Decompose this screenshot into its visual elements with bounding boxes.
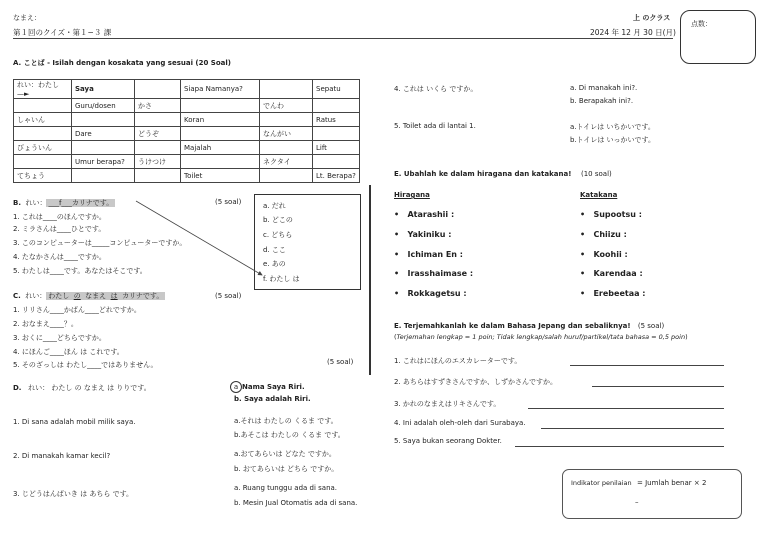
table-cell: Koran [181, 113, 260, 127]
section-b-label: B. [13, 199, 21, 207]
section-a-title: A. ことば - Isilah dengan kosakata yang sesuai (20 Soal) [13, 59, 231, 67]
example-particle: は [110, 292, 118, 300]
table-cell: なんがい [260, 127, 313, 141]
fill-question[interactable]: 1. リリさん____かばん____どれですか。 [13, 306, 141, 314]
fill-question[interactable]: 4. にほんご____ほん は これです。 [13, 348, 124, 356]
option-b[interactable]: b. Mesin Jual Otomatis ada di sana. [234, 499, 358, 507]
table-cell: Sepatu [313, 80, 360, 99]
table-cell: うけつけ [135, 155, 181, 169]
list-item[interactable]: • Rokkagetsu : [394, 289, 467, 298]
example-highlight: ___f___カリナです。 [48, 199, 114, 207]
table-cell: Umur berapa? [72, 155, 135, 169]
katakana-prompt: Erebeetaa : [593, 289, 646, 298]
fill-question[interactable]: 4. たなかさんは____ですか。 [13, 253, 106, 261]
list-item[interactable]: • Irasshaimase : [394, 269, 474, 278]
table-cell: しゃいん [14, 113, 72, 127]
choice-option: c. どちら [263, 231, 293, 239]
example-word: れい：わたし [17, 81, 59, 89]
table-cell: Lt. Berapa? [313, 169, 360, 183]
hiragana-prompt: Rokkagetsu : [407, 289, 467, 298]
example-particle: の [73, 292, 81, 300]
list-item[interactable]: • Koohii : [580, 250, 628, 259]
table-cell: Ratus [313, 113, 360, 127]
translate-prompt: 4. Ini adalah oleh-oleh dari Surabaya. [394, 419, 526, 427]
example-answer-b: b. Saya adalah Riri. [234, 395, 311, 403]
indicator-formula: = Jumlah benar × 2 [637, 479, 707, 487]
choice-option: d. ここ [263, 246, 286, 254]
quiz-date: 2024 年 12 月 30 日(月) [590, 28, 676, 37]
indicator-dash: – [635, 498, 639, 506]
name-label: なまえ： [13, 14, 41, 22]
table-cell: Guru/dosen [72, 99, 135, 113]
section-translate-count: (5 soal) [637, 322, 665, 330]
option-b[interactable]: b.トイレは いっかいです。 [570, 136, 655, 144]
section-d-label: D. [13, 384, 22, 392]
list-item[interactable]: • Ichiman En : [394, 250, 463, 259]
option-a[interactable]: a.トイレは いちかいです。 [570, 123, 655, 131]
option-b[interactable]: b. おてあらいは どちら ですか。 [234, 465, 339, 473]
table-cell: Dare [72, 127, 135, 141]
section-c-example [13, 291, 165, 301]
example-word: なまえ [85, 292, 107, 300]
question-d3: 3. じどうはんばいき は あちら です。 [13, 490, 134, 498]
table-cell: でんわ [260, 99, 313, 113]
fill-question[interactable]: 1. これは____のほんですか。 [13, 213, 106, 221]
table-cell: ネクタイ [260, 155, 313, 169]
option-a[interactable]: a.それは わたしの くるま です。 [234, 417, 338, 425]
option-a[interactable]: a. Ruang tunggu ada di sana. [234, 484, 338, 492]
example-answer-a [230, 381, 305, 393]
fill-question[interactable]: 3. おくに____どちらですか。 [13, 334, 106, 342]
hiragana-prompt: Atarashii : [407, 210, 455, 219]
table-cell: どうぞ [135, 127, 181, 141]
translate-prompt: 2. あちらはすずきさんですか、しずかさんですか。 [394, 378, 557, 386]
question-d4: 4. これは いくら ですか。 [394, 85, 478, 93]
option-a[interactable]: a.おてあらいは どなた ですか。 [234, 450, 336, 458]
indicator-label: Indikator penilaian [571, 479, 632, 487]
choice-option: e. あの [263, 260, 286, 268]
katakana-prompt: Karendaa : [593, 269, 643, 278]
table-cell: Saya [72, 80, 135, 99]
section-d-example [13, 383, 151, 393]
fill-question[interactable]: 2. ミラさんは____ひとです。 [13, 225, 106, 233]
section-e-title: E. Ubahlah ke dalam hiragana dan katakana! [394, 170, 572, 178]
note-paren-open: ( [394, 333, 397, 341]
hiragana-prompt: Irasshaimase : [407, 269, 474, 278]
table-cell: Majalah [181, 141, 260, 155]
option-b[interactable]: b. Berapakah ini?. [570, 97, 634, 105]
list-item[interactable]: • Karendaa : [580, 269, 643, 278]
example-prefix: れい： [25, 199, 47, 207]
list-item[interactable]: • Supootsu : [580, 210, 642, 219]
list-item[interactable]: • Yakiniku : [394, 230, 452, 239]
example-prefix: れい： [25, 292, 47, 300]
table-cell: てちょう [14, 169, 72, 183]
section-translate-heading: E. Terjemahkanlah ke dalam Bahasa Jepang dan sebaliknya! [394, 322, 631, 330]
fill-question[interactable]: 5. わたしは____です。あなたはそこです。 [13, 267, 147, 275]
fill-question[interactable]: 2. おなまえ____？。 [13, 320, 78, 328]
table-cell: Siapa Namanya? [181, 80, 260, 99]
list-item[interactable]: • Atarashii : [394, 210, 455, 219]
katakana-prompt: Chiizu : [593, 230, 627, 239]
fill-question[interactable]: 5. そのざっしは わたし____ではありません。 [13, 361, 158, 369]
katakana-header: Katakana [580, 191, 618, 199]
arrow-icon: —► [17, 90, 30, 98]
hiragana-header: Hiragana [394, 191, 430, 199]
class-label: 上 のクラス [633, 14, 671, 22]
section-c-count: (5 soal) [215, 292, 242, 300]
choice-option: b. どこの [263, 216, 293, 224]
circle-mark-icon: a [230, 381, 242, 393]
section-c-count-2: (5 soal) [327, 358, 354, 366]
table-cell: Toilet [181, 169, 260, 183]
option-a[interactable]: a. Di manakah ini?. [570, 84, 638, 92]
example-word: わたし [48, 292, 70, 300]
hiragana-prompt: Ichiman En : [407, 250, 463, 259]
hiragana-prompt: Yakiniku : [407, 230, 452, 239]
example-sentence: れい： わたし の なまえ は りりです。 [28, 384, 151, 392]
quiz-title: 第１回のクイズ・第１−３ 課 [13, 28, 112, 37]
choice-option: a. だれ [263, 202, 286, 210]
translate-prompt: 1. これはにほんのエスカレーターです。 [394, 357, 522, 365]
question-d2: 2. Di manakah kamar kecil? [13, 452, 111, 460]
question-d1: 1. Di sana adalah mobil milik saya. [13, 418, 136, 426]
table-cell: かさ [135, 99, 181, 113]
note-text: Terjemahan lengkap = 1 poin; Tidak lengkap/salah huruf/partikel/tata bahasa = 0,5 poin [396, 333, 686, 341]
example-answer-text: Nama Saya Riri. [242, 383, 305, 391]
note-paren-close: ) [685, 333, 688, 341]
choice-option: f. わたし は [263, 275, 300, 283]
translate-prompt: 5. Saya bukan seorang Dokter. [394, 437, 502, 445]
list-item[interactable]: • Erebeetaa : [580, 289, 646, 298]
example-answer: f [58, 199, 62, 207]
katakana-prompt: Koohii : [593, 250, 628, 259]
score-label: 点数： [691, 20, 712, 28]
table-cell: Lift [313, 141, 360, 155]
katakana-prompt: Supootsu : [593, 210, 642, 219]
question-d5: 5. Toilet ada di lantai 1. [394, 122, 476, 130]
section-b-count: (5 soal) [215, 198, 242, 206]
option-b[interactable]: b.あそこは わたしの くるま です。 [234, 431, 345, 439]
table-cell: びょういん [14, 141, 72, 155]
example-word: カリナです。 [122, 292, 164, 300]
translate-prompt: 3. かれのなまえはリキさんです。 [394, 400, 501, 408]
example-highlight [46, 292, 165, 300]
fill-question[interactable]: 3. このコンピューターは_____コンピューターですか。 [13, 239, 187, 247]
section-c-label: C. [13, 292, 21, 300]
example-sentence: カリナです。 [71, 199, 114, 207]
section-e-count: (10 soal) [581, 170, 612, 178]
list-item[interactable]: • Chiizu : [580, 230, 627, 239]
